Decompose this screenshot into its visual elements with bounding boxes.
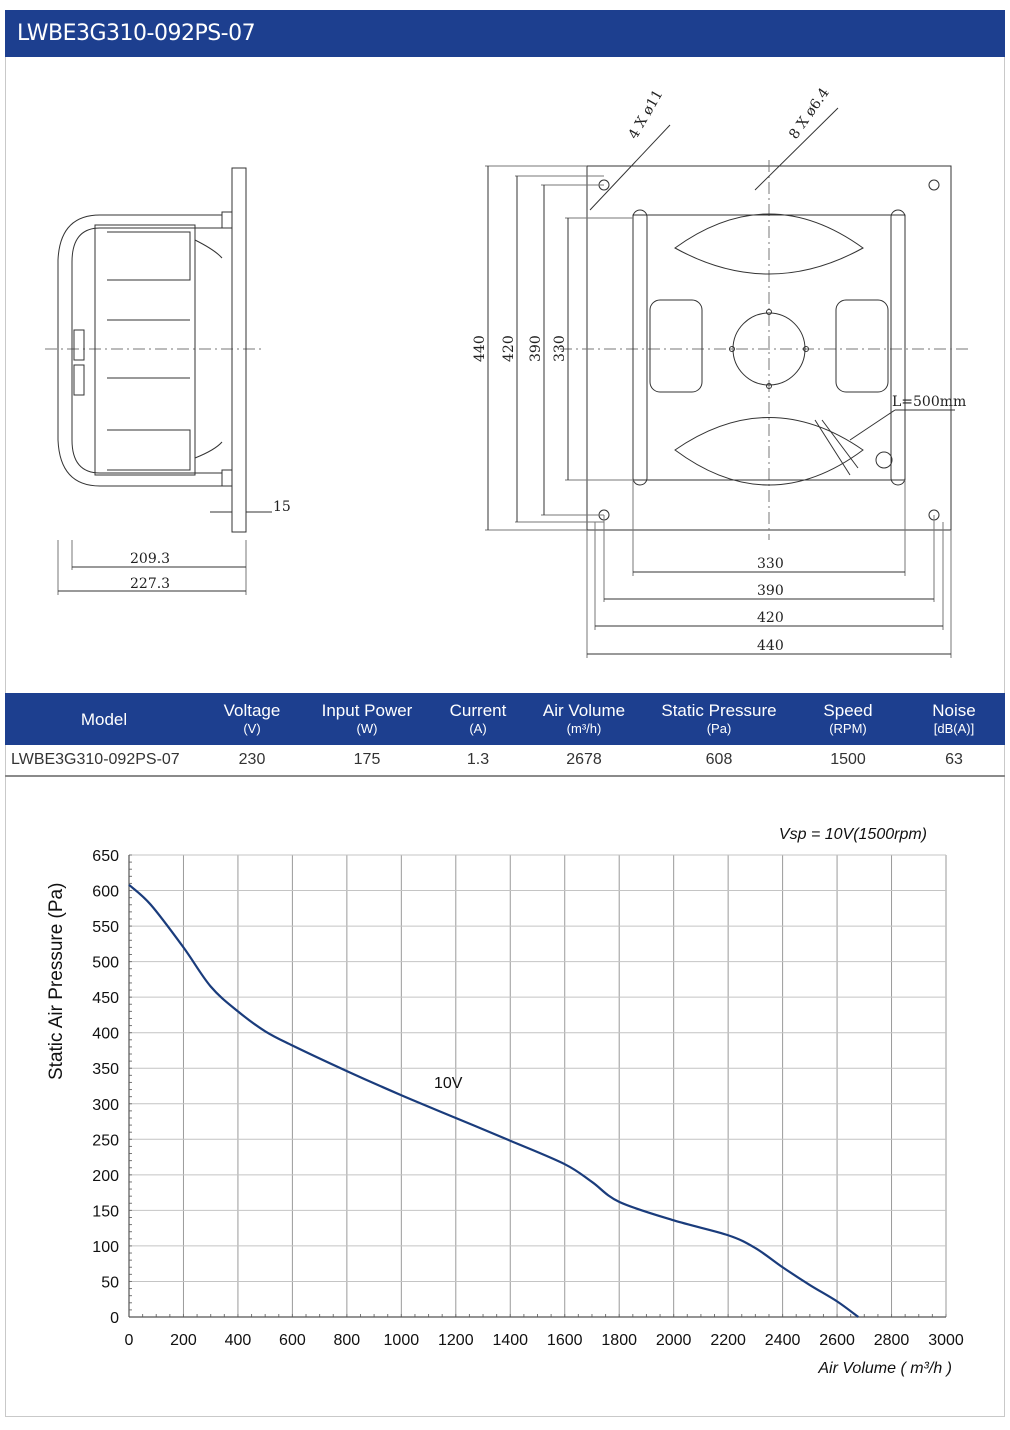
cell-noise: 63 (945, 751, 963, 768)
x-tick-label: 2400 (764, 1332, 801, 1349)
v420-label: 420 (501, 335, 517, 362)
col-air-volume: Air Volume (m³/h) (542, 701, 626, 736)
y-tick-label: 400 (92, 1025, 119, 1043)
x-tick-label: 2800 (873, 1332, 910, 1349)
v330-label: 330 (552, 335, 568, 362)
col-input-power: Input Power (W) (321, 701, 413, 736)
x-axis-label: Air Volume ( m³/h ) (818, 1360, 952, 1377)
y-tick-label: 650 (92, 848, 119, 865)
y-tick-label: 500 (92, 954, 119, 972)
x-tick-label: 2200 (710, 1332, 746, 1349)
h440-label: 440 (757, 638, 784, 654)
y-axis-label: Static Air Pressure (Pa) (46, 882, 67, 1080)
depth-inner-label: 209.3 (130, 551, 171, 567)
chart-grid (129, 855, 946, 1317)
y-tick-label: 150 (92, 1203, 119, 1221)
x-tick-label: 2600 (819, 1332, 855, 1349)
x-tick-label: 1800 (601, 1332, 637, 1349)
y-tick-label: 550 (92, 919, 119, 937)
cell-input-power: 175 (353, 751, 381, 768)
flange-dim-label: 15 (273, 499, 291, 515)
v440-label: 440 (472, 335, 488, 362)
chart-ticks (92, 848, 964, 1349)
product-title: LWBE3G310-092PS-07 (17, 21, 256, 46)
h390-label: 390 (757, 583, 784, 599)
col-speed: Speed (RPM) (823, 701, 873, 736)
y-tick-label: 350 (92, 1061, 119, 1079)
x-tick-label: 1600 (546, 1332, 583, 1349)
cell-static-pressure: 608 (705, 751, 733, 768)
x-tick-label: 3000 (928, 1332, 964, 1349)
cell-model: LWBE3G310-092PS-07 (11, 751, 180, 768)
v390-label: 390 (528, 335, 544, 362)
x-tick-label: 400 (224, 1332, 252, 1349)
series-label-10v: 10V (434, 1075, 463, 1093)
y-tick-label: 300 (92, 1096, 119, 1114)
x-tick-label: 1400 (492, 1332, 529, 1349)
y-tick-label: 200 (92, 1167, 119, 1185)
cable-length-label: L=500mm (892, 394, 967, 410)
cell-air-volume: 2678 (566, 751, 602, 768)
x-tick-label: 2000 (655, 1332, 692, 1349)
y-tick-label: 100 (92, 1238, 119, 1256)
x-tick-label: 1200 (438, 1332, 474, 1349)
col-current: Current (A) (449, 701, 507, 736)
cell-current: 1.3 (466, 751, 490, 768)
x-tick-label: 600 (279, 1332, 306, 1349)
y-tick-label: 250 (92, 1132, 119, 1150)
col-model: Model (80, 709, 128, 729)
x-tick-label: 200 (170, 1332, 197, 1349)
depth-outer-label: 227.3 (130, 576, 171, 592)
y-tick-label: 50 (101, 1274, 119, 1292)
x-tick-label: 800 (333, 1332, 361, 1349)
col-static-pressure: Static Pressure (Pa) (661, 701, 777, 736)
col-voltage: Voltage (V) (223, 701, 281, 736)
x-tick-label: 0 (124, 1332, 134, 1349)
h330-label: 330 (757, 556, 784, 572)
x-tick-label: 1000 (383, 1332, 420, 1349)
cell-speed: 1500 (830, 751, 866, 768)
holes-large-label: 4 X ø11 (625, 87, 667, 142)
chart-annotation: Vsp = 10V(1500rpm) (778, 826, 927, 843)
cell-voltage: 230 (238, 751, 266, 768)
holes-small-label: 8 X ø6.4 (786, 85, 833, 143)
y-tick-label: 450 (92, 990, 119, 1008)
y-tick-label: 0 (110, 1310, 119, 1327)
h420-label: 420 (757, 610, 784, 626)
y-tick-label: 600 (92, 883, 119, 901)
col-noise: Noise [dB(A)] (932, 701, 976, 736)
